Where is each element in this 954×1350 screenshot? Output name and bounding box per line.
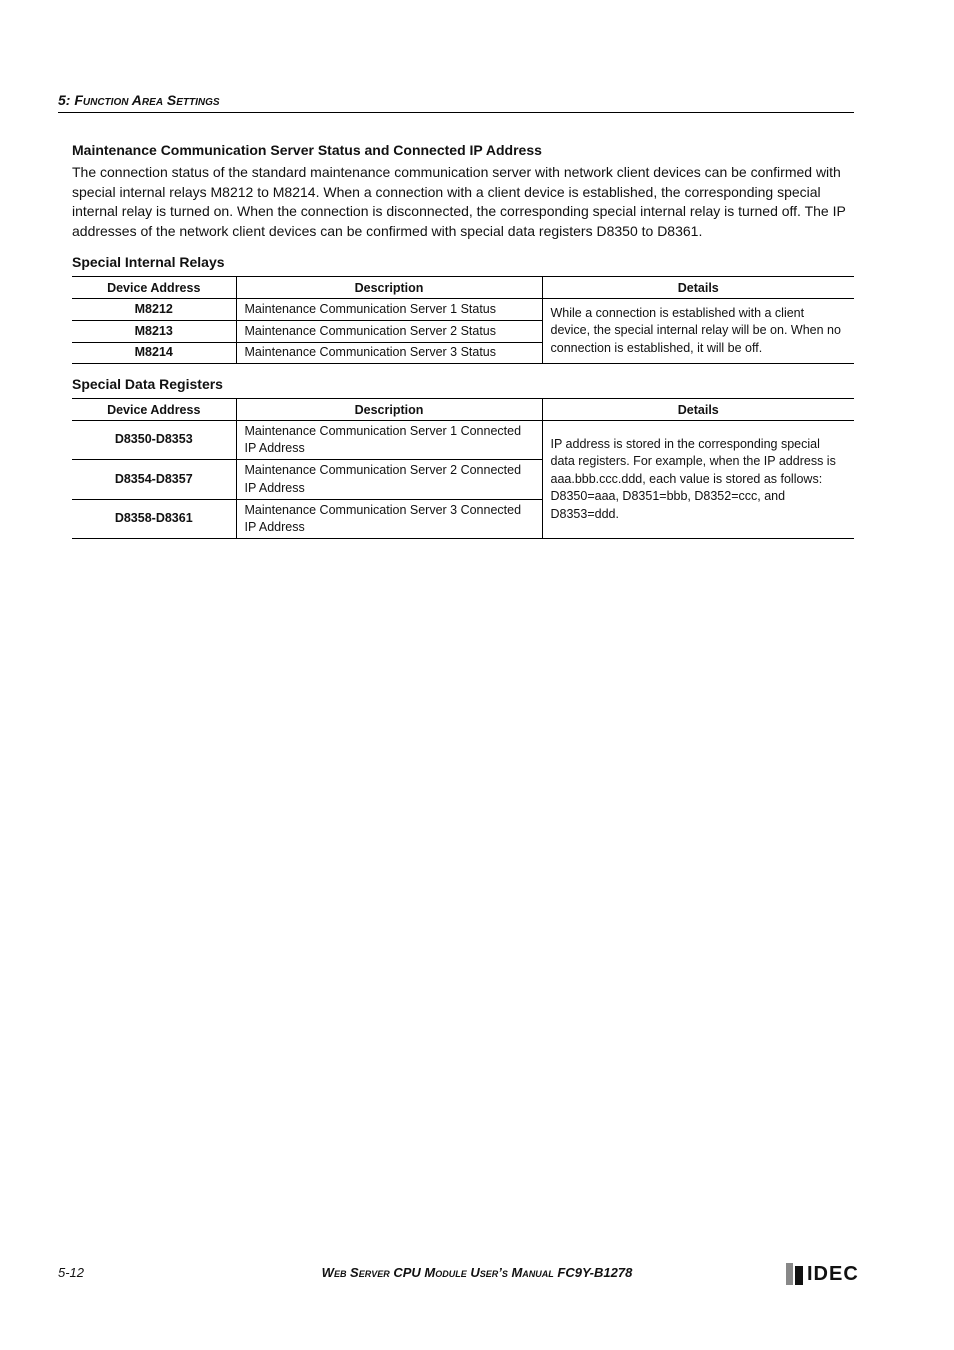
description-cell: Maintenance Communication Server 3 Status xyxy=(236,343,542,364)
column-header-device-address: Device Address xyxy=(72,277,236,299)
manual-title: Web Server CPU Module User’s Manual FC9Y-B1278 xyxy=(321,1265,633,1280)
device-address-cell: M8213 xyxy=(72,321,236,343)
device-address-cell: M8212 xyxy=(72,299,236,321)
page-number: 5-12 xyxy=(58,1265,85,1280)
description-cell: Maintenance Communication Server 2 Connected IP Address xyxy=(236,460,542,500)
relays-table xyxy=(72,276,854,364)
description-cell: Maintenance Communication Server 1 Status xyxy=(236,299,542,321)
logo-mark-icon xyxy=(786,1263,804,1285)
description-cell: Maintenance Communication Server 2 Status xyxy=(236,321,542,343)
section-title: Maintenance Communication Server Status and Connected IP Address xyxy=(72,142,542,158)
relays-table-title: Special Internal Relays xyxy=(72,254,225,270)
section-paragraph: The connection status of the standard maintenance communication server with network client devices can be confirmed with special internal relays M8212 to M8214. When a connection with a client device is established, the corresponding special internal relay is turned on. When the connection is disconnected, the corresponding special internal relay is turned off. The IP addresses of the network client devices can be confirmed with special data registers D8350 to D8361. xyxy=(72,164,846,239)
column-header-details: Details xyxy=(542,399,854,421)
registers-table xyxy=(72,398,854,539)
details-cell: While a connection is established with a client device, the special internal relay will be on. When no connection is established, it will be off. xyxy=(542,299,854,364)
column-header-description: Description xyxy=(236,399,542,421)
details-cell: IP address is stored in the corresponding special data registers. For example, when the IP address is aaa.bbb.ccc.ddd, each value is stored as follows: D8350=aaa, D8351=bbb, D8352=ccc, and D8353=ddd. xyxy=(542,421,854,539)
device-address-cell: D8350-D8353 xyxy=(72,421,236,460)
description-cell: Maintenance Communication Server 1 Connected IP Address xyxy=(236,421,542,460)
device-address-cell: M8214 xyxy=(72,343,236,364)
logo-text: IDEC xyxy=(807,1262,859,1285)
description-cell: Maintenance Communication Server 3 Connected IP Address xyxy=(236,500,542,539)
column-header-details: Details xyxy=(542,277,854,299)
column-header-description: Description xyxy=(236,277,542,299)
table-row xyxy=(72,299,854,321)
registers-table-title: Special Data Registers xyxy=(72,376,223,392)
device-address-cell: D8358-D8361 xyxy=(72,500,236,539)
idec-logo xyxy=(786,1263,859,1285)
column-header-device-address: Device Address xyxy=(72,399,236,421)
chapter-header: 5: Function Area Settings xyxy=(58,92,854,113)
device-address-cell: D8354-D8357 xyxy=(72,460,236,500)
table-row xyxy=(72,421,854,460)
